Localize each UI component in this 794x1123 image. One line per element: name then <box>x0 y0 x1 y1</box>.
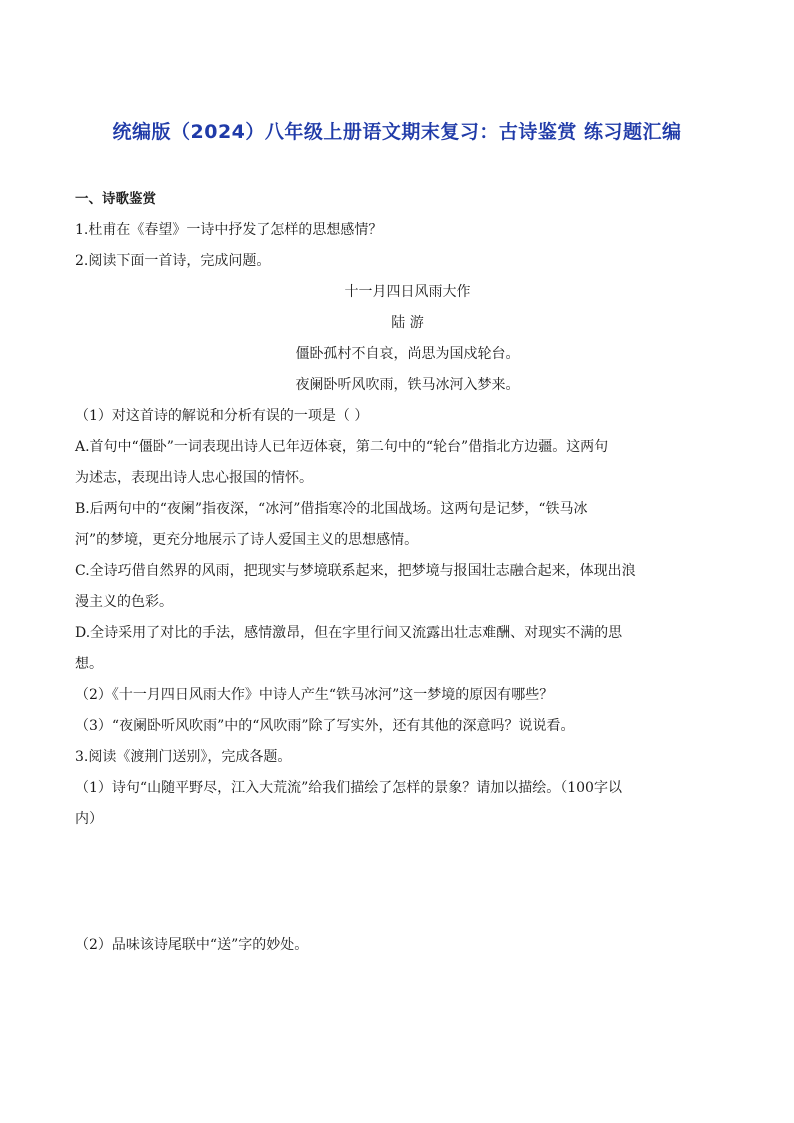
document-body <box>75 184 720 961</box>
question-3-sub-2: （2）品味该诗尾联中“送”字的妙处。 <box>75 937 309 953</box>
question-2-intro: 2.阅读下面一首诗，完成问题。 <box>75 253 271 269</box>
question-3-sub-1-line-2: 内） <box>75 811 103 827</box>
question-2-sub-2: （2）《十一月四日风雨大作》中诗人产生“铁马冰河”这一梦境的原因有哪些？ <box>75 687 554 703</box>
poem-title: 十一月四日风雨大作 <box>344 284 471 300</box>
poem-author: 陆 游 <box>391 315 424 331</box>
question-2-sub-1-stem: （1）对这首诗的解说和分析有误的一项是（ ） <box>75 408 369 424</box>
poem-line-2: 夜阑卧听风吹雨，铁马冰河入梦来。 <box>295 377 520 393</box>
option-b-line-1: B.后两句中的“夜阑”指夜深，“冰河”借指寒冷的北国战场。这两句是记梦，“铁马冰 <box>75 501 588 517</box>
option-a-line-2: 为述志，表现出诗人忠心报国的情怀。 <box>75 470 313 486</box>
section-heading: 一、诗歌鉴赏 <box>75 191 156 207</box>
answer-space <box>75 835 720 930</box>
option-c-line-2: 漫主义的色彩。 <box>75 594 173 610</box>
poem-line-1: 僵卧孤村不自哀，尚思为国戍轮台。 <box>295 346 520 362</box>
question-1: 1.杜甫在《春望》一诗中抒发了怎样的思想感情？ <box>75 222 383 238</box>
option-d-line-2: 想。 <box>75 656 103 672</box>
question-2-sub-3: （3）“夜阑卧听风吹雨”中的“风吹雨”除了写实外，还有其他的深意吗？说说看。 <box>75 718 575 734</box>
option-b-line-2: 河”的梦境，更充分地展示了诗人爱国主义的思想感情。 <box>75 532 419 548</box>
option-d-line-1: D.全诗采用了对比的手法，感情激昂，但在字里行间又流露出壮志难酬、对现实不满的思 <box>75 625 623 641</box>
option-a-line-1: A.首句中“僵卧”一词表现出诗人已年迈体衰，第二句中的“轮台”借指北方边疆。这两句 <box>75 439 609 455</box>
document-title: 统编版（2024）八年级上册语文期末复习：古诗鉴赏 练习题汇编 <box>112 121 682 143</box>
question-3-sub-1-line-1: （1）诗句“山随平野尽，江入大荒流”给我们描绘了怎样的景象？请加以描绘。（100字以 <box>75 780 622 796</box>
option-c-line-1: C.全诗巧借自然界的风雨，把现实与梦境联系起来，把梦境与报国壮志融合起来，体现出浪 <box>75 563 636 579</box>
question-3-intro: 3.阅读《渡荆门送别》，完成各题。 <box>75 749 292 765</box>
